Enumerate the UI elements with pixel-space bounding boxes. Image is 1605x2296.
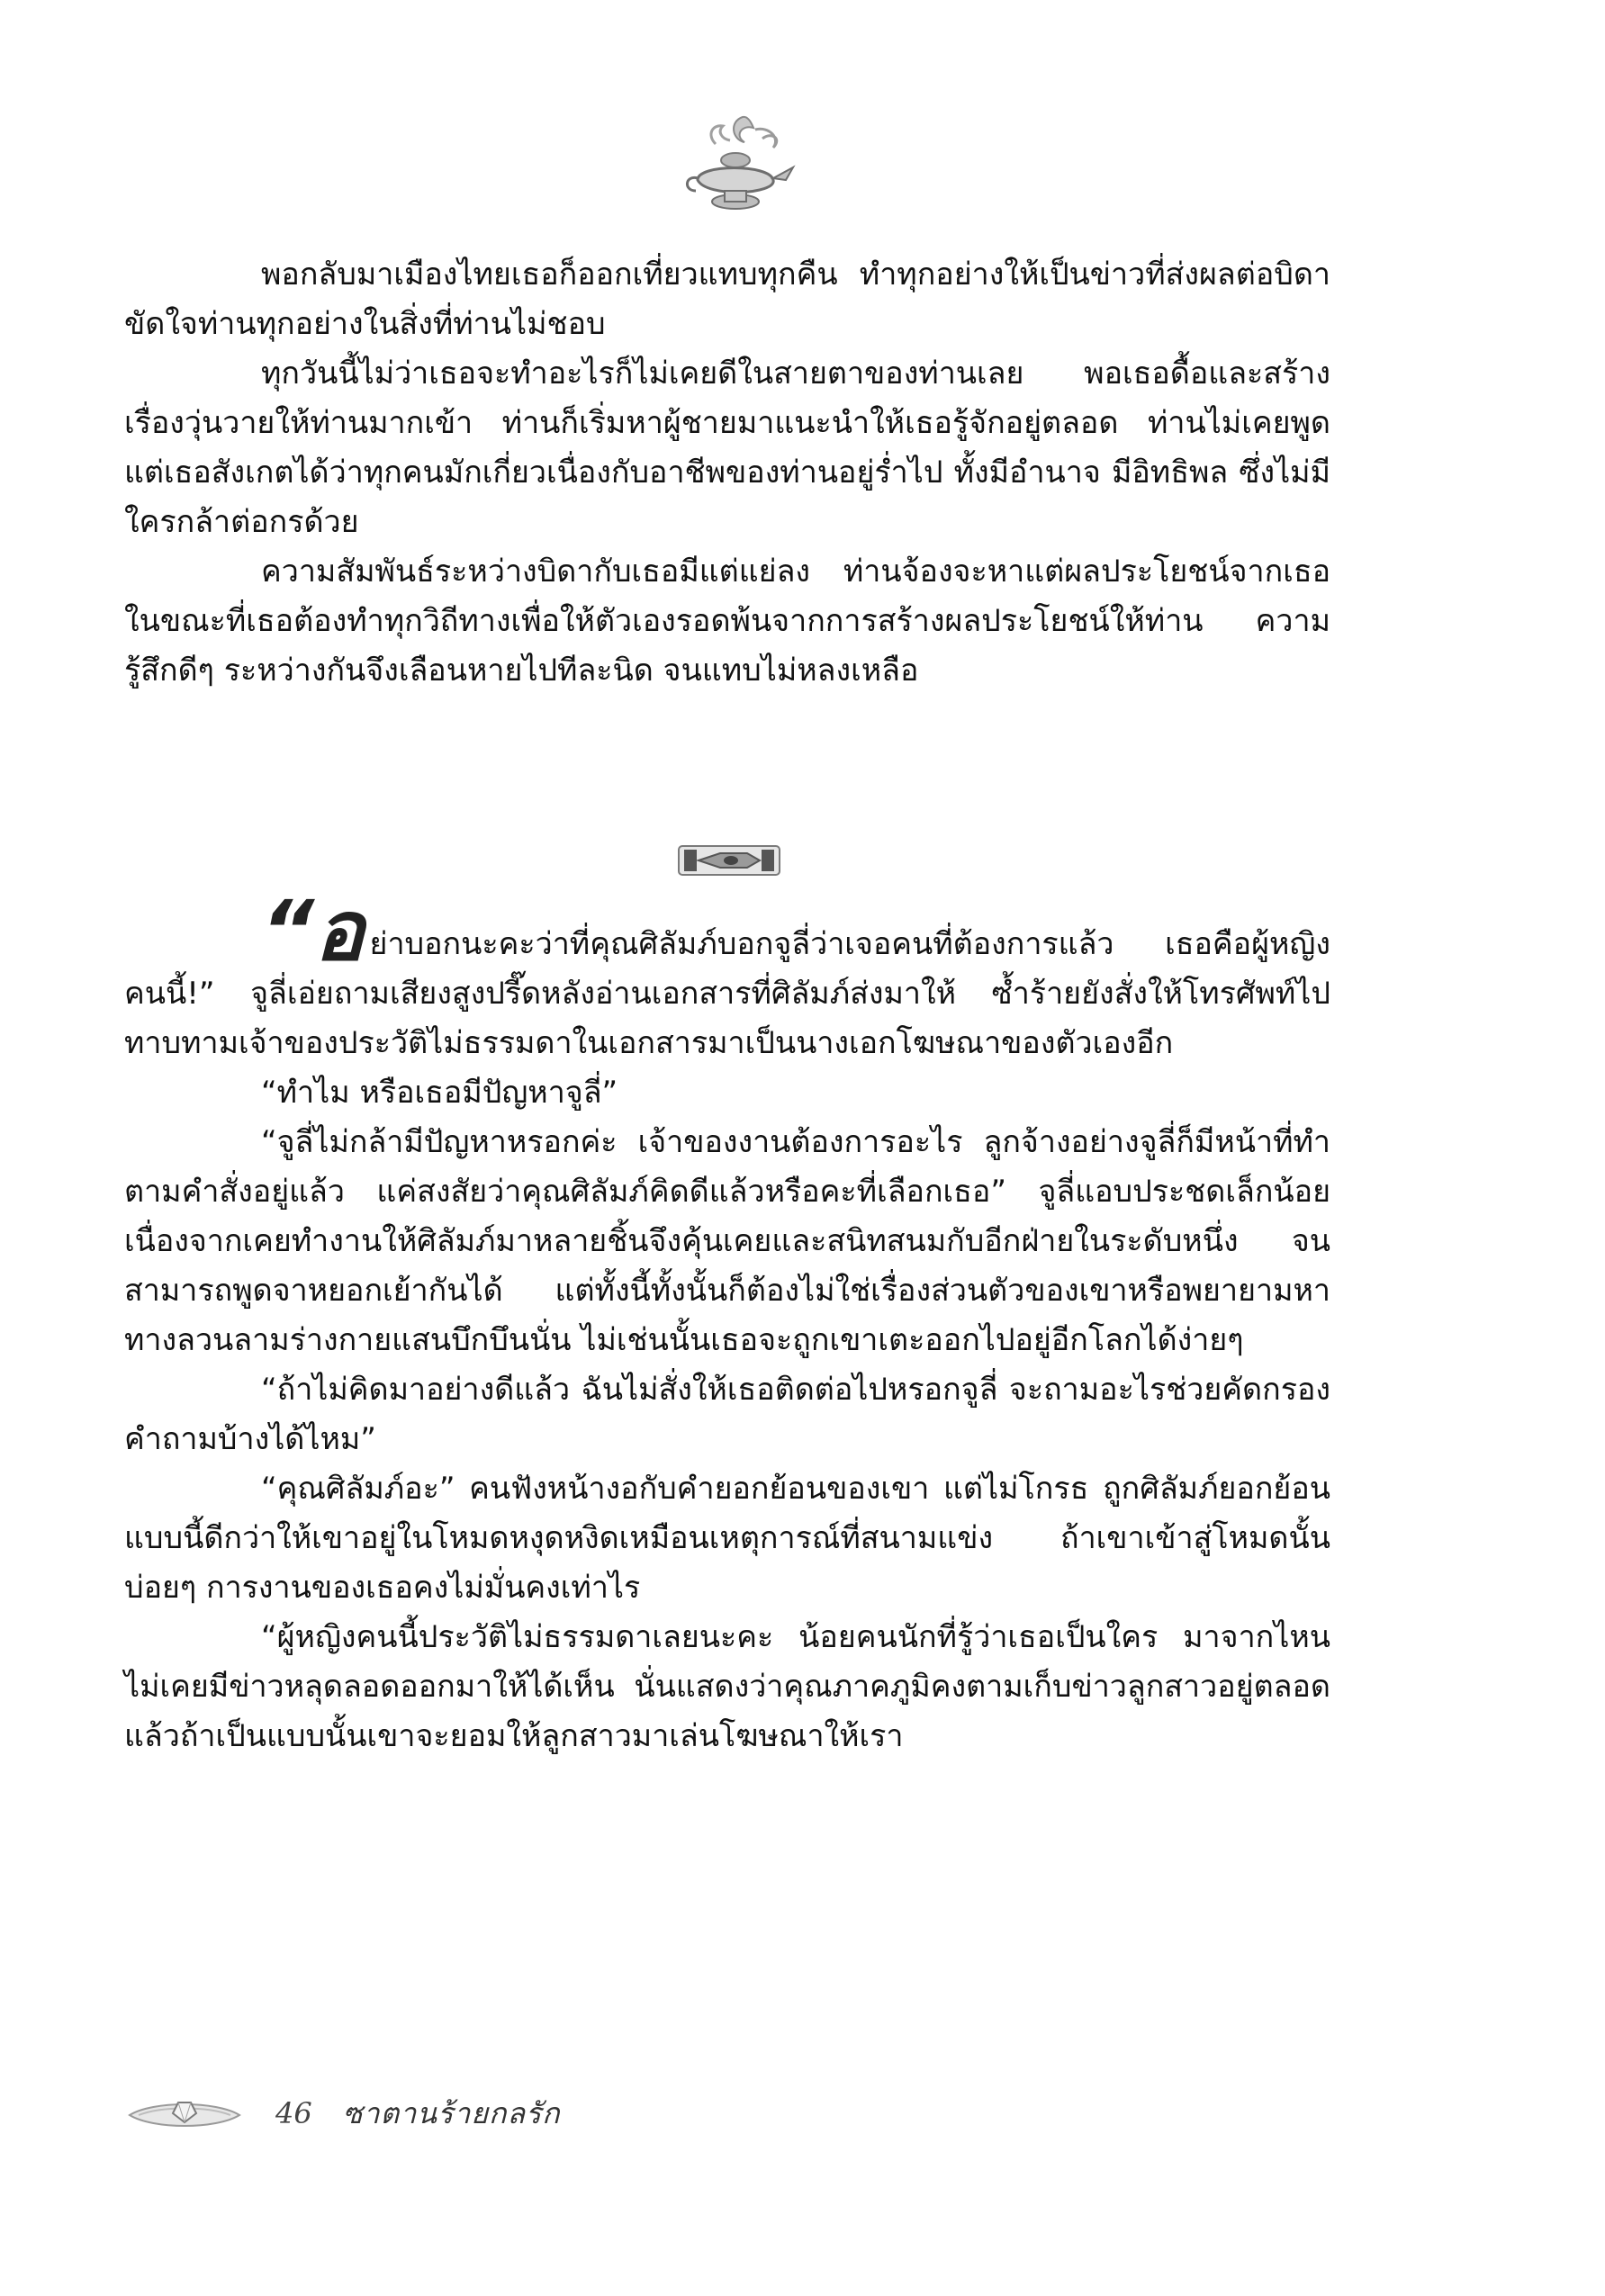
paragraph: “ผู้หญิงคนนี้ประวัติไม่ธรรมดาเลยนะคะ น้อยคนนักที่รู้ว่าเธอเป็นใคร มาจากไหน ไม่เคยมีข่าวหลุดลอดออกมาให้ได้เห็น นั่นแสดงว่าคุณภาคภูมิคงตามเก็บข่าวลูกสาวอยู่ตลอด แล้วถ้าเป็นแบบนั้นเขาจะยอมให้ลูกสาวมาเล่นโฆษณาให้เรา xyxy=(124,1619,1330,1754)
book-title: ซาตานร้ายกลรัก xyxy=(342,2095,561,2130)
race-car-icon xyxy=(675,837,783,882)
page-footer xyxy=(126,2088,560,2138)
paragraph: พอกลับมาเมืองไทยเธอก็ออกเที่ยวแทบทุกคืน ทำทุกอย่างให้เป็นข่าวที่ส่งผลต่อบิดา ขัดใจท่านทุกอย่างในสิ่งที่ท่านไม่ชอบ xyxy=(124,257,1330,342)
paragraph: “ทำไม หรือเธอมีปัญหาจูลี่” xyxy=(261,1075,618,1111)
paragraph-rest: ย่าบอกนะคะว่าที่คุณศิลัมภ์บอกจูลี่ว่าเจอคนที่ต้องการแล้ว เธอคือผู้หญิงคนนี้!” จูลี่เอ่ยถามเสียงสูงปรี๊ดหลังอ่านเอกสารที่ศิลัมภ์ส่งมาให้ ซ้ำร้ายยังสั่งให้โทรศัพท์ไปทาบทามเจ้าของประวัติไม่ธรรมดาในเอกสารมาเป็นนางเอกโฆษณาของตัวเองอีก xyxy=(124,926,1330,1061)
paragraph: ทุกวันนี้ไม่ว่าเธอจะทำอะไรก็ไม่เคยดีในสายตาของท่านเลย พอเธอดื้อและสร้างเรื่องวุ่นวายให้ท่านมากเข้า ท่านก็เริ่มหาผู้ชายมาแนะนำให้เธอรู้จักอยู่ตลอด ท่านไม่เคยพูด แต่เธอสังเกตได้ว่าทุกคนมักเกี่ยวเนื่องกับอาชีพของท่านอยู่ร่ำไป ทั้งมีอำนาจ มีอิทธิพล ซึ่งไม่มีใครกล้าต่อกรด้วย xyxy=(124,356,1330,540)
paragraph: “จูลี่ไม่กล้ามีปัญหาหรอกค่ะ เจ้าของงานต้องการอะไร ลูกจ้างอย่างจูลี่ก็มีหน้าที่ทำตามคำสั่งอยู่แล้ว แค่สงสัยว่าคุณศิลัมภ์คิดดีแล้วหรือคะที่เลือกเธอ” จูลี่แอบประชดเล็กน้อย เนื่องจากเคยทำงานให้ศิลัมภ์มาหลายชิ้นจึงคุ้นเคยและสนิทสนมกับอีกฝ่ายในระดับหนึ่ง จนสามารถพูดจาหยอกเย้ากันได้ แต่ทั้งนี้ทั้งนั้นก็ต้องไม่ใช่เรื่องส่วนตัวของเขาหรือพยายามหาทางลวนลามร่างกายแสนบึกบึนนั่น ไม่เช่นนั้นเธอจะถูกเขาเตะออกไปอยู่อีกโลกได้ง่ายๆ xyxy=(124,1124,1330,1358)
ring-icon xyxy=(126,2093,243,2133)
section-2-text xyxy=(124,883,1330,1761)
paragraph: “ถ้าไม่คิดมาอย่างดีแล้ว ฉันไม่สั่งให้เธอติดต่อไปหรอกจูลี่ จะถามอะไรช่วยคัดกรองคำถามบ้างได้ไหม” xyxy=(124,1372,1330,1457)
page-number: 46 xyxy=(275,2096,312,2130)
paragraph: “คุณศิลัมภ์อะ” คนฟังหน้างอกับคำยอกย้อนของเขา แต่ไม่โกรธ ถูกศิลัมภ์ยอกย้อนแบบนี้ดีกว่าให้เขาอยู่ในโหมดหงุดหงิดเหมือนเหตุการณ์ที่สนามแข่ง ถ้าเขาเข้าสู่โหมดนั้นบ่อยๆ การงานของเธอคงไม่มั่นคงเท่าไร xyxy=(124,1471,1330,1606)
paragraph: ความสัมพันธ์ระหว่างบิดากับเธอมีแต่แย่ลง ท่านจ้องจะหาแต่ผลประโยชน์จากเธอ ในขณะที่เธอต้องทำทุกวิถีทางเพื่อให้ตัวเองรอดพ้นจากการสร้างผลประโยชน์ให้ท่าน ความรู้สึกดีๆ ระหว่างกันจึงเลือนหายไปทีละนิด จนแทบไม่หลงเหลือ xyxy=(124,554,1330,689)
paragraph-dropcap xyxy=(124,883,1330,1068)
genie-lamp-icon xyxy=(680,108,797,216)
section-1-text xyxy=(124,250,1330,696)
dropcap: “อ xyxy=(261,883,365,979)
